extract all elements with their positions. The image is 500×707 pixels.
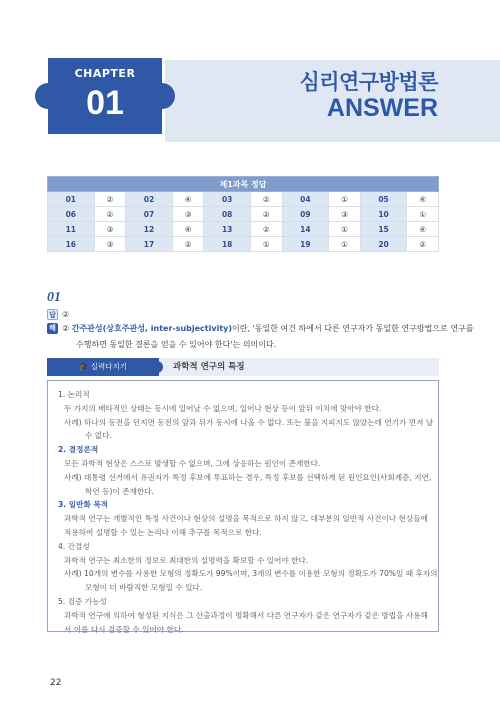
answer-cell: ② bbox=[251, 192, 283, 207]
question-number-cell: 13 bbox=[204, 222, 251, 237]
answer-cell: ① bbox=[407, 207, 439, 222]
explanation-text: 이란, '동일한 여건 하에서 다른 연구자가 동일한 연구방법으로 연구를 bbox=[232, 324, 474, 333]
section-heading: 2. 결정론적 bbox=[58, 445, 99, 455]
chapter-subtitle: ANSWER bbox=[326, 94, 438, 122]
content-line: 사례) 대통령 선거에서 유권자가 특정 후보에 투표하는 경우, 특정 후보를 선택하게 된 원인요인(사회계층, 지연, bbox=[64, 472, 432, 482]
question-number-cell: 14 bbox=[282, 222, 329, 237]
answer-cell: ① bbox=[329, 222, 361, 237]
answer-cell: ③ bbox=[94, 237, 126, 252]
answer-cell: ② bbox=[94, 207, 126, 222]
answer-table-title: 제1과목 정답 bbox=[48, 177, 439, 192]
chapter-label: CHAPTER bbox=[74, 67, 136, 80]
section-heading: 3. 일반화 목적 bbox=[58, 500, 109, 510]
question-number-cell: 12 bbox=[126, 222, 173, 237]
content-line: 사례) 10개의 변수를 사용한 모형의 정확도가 99%이며, 3개의 변수를 이용한 모형의 정확도가 70%일 때 후자의 bbox=[64, 569, 438, 579]
question-number-cell: 15 bbox=[360, 222, 407, 237]
answer-cell: ① bbox=[251, 237, 283, 252]
answer-tag: 답 bbox=[47, 309, 58, 320]
question-number-cell: 19 bbox=[282, 237, 329, 252]
question-number-cell: 07 bbox=[126, 207, 173, 222]
chapter-number: 01 bbox=[86, 84, 124, 122]
question-number-cell: 04 bbox=[282, 192, 329, 207]
answer-cell: ③ bbox=[329, 207, 361, 222]
content-line: 과학적 연구는 개별적인 특정 사건이나 현상의 설명을 목적으로 하지 않고, 대부분의 일반적 사건이나 현상들에 bbox=[64, 514, 428, 524]
content-line: 학연 등)이 존재한다. bbox=[85, 486, 154, 496]
question-number-cell: 10 bbox=[360, 207, 407, 222]
explanation-mark: ② bbox=[62, 324, 70, 333]
tip-box-title: 과학적 연구의 특징 bbox=[173, 362, 245, 372]
explanation-tag: 해 bbox=[47, 323, 58, 334]
content-line: 서 이를 다시 검증할 수 있어야 한다. bbox=[64, 624, 184, 634]
table-row bbox=[48, 222, 439, 237]
answer-cell: ② bbox=[407, 237, 439, 252]
table-row bbox=[48, 207, 439, 222]
question-number-cell: 20 bbox=[360, 237, 407, 252]
answer-cell: ④ bbox=[407, 222, 439, 237]
tip-box-header bbox=[47, 358, 439, 376]
question-number: 01 bbox=[47, 290, 61, 305]
answer-cell: ④ bbox=[407, 192, 439, 207]
content-line: 과학적 연구에 의하여 형성된 지식은 그 산출과정이 명확해서 다른 연구자가 같은 연구자가 같은 방법을 사용해 bbox=[64, 610, 428, 620]
table-row bbox=[48, 237, 439, 252]
answer-cell: ④ bbox=[172, 192, 204, 207]
answer-row bbox=[47, 309, 69, 320]
section-heading: 1. 논리적 bbox=[58, 390, 90, 399]
page-number: 22 bbox=[50, 678, 62, 688]
tip-box-content bbox=[47, 380, 439, 632]
explanation-text-line2: 수행하면 동일한 결론을 얻을 수 있어야 한다'는 의미이다. bbox=[76, 340, 277, 349]
answer-cell: ① bbox=[329, 237, 361, 252]
question-number-cell: 11 bbox=[48, 222, 95, 237]
explanation-row bbox=[47, 323, 474, 334]
answer-cell: ① bbox=[329, 192, 361, 207]
answer-cell: ② bbox=[251, 207, 283, 222]
explanation-term: 간주관성(상호주관성, inter-subjectivity) bbox=[71, 324, 233, 333]
content-line: 과학적 연구는 최소한의 정보로 최대한의 설명력을 확보할 수 있어야 한다. bbox=[64, 555, 309, 565]
content-line: 모든 과학적 현상은 스스로 발생할 수 없으며, 그에 상응하는 원인이 존재한다. bbox=[64, 459, 321, 468]
chapter-badge bbox=[48, 58, 162, 134]
question-number-cell: 09 bbox=[282, 207, 329, 222]
question-number-cell: 03 bbox=[204, 192, 251, 207]
question-number-cell: 16 bbox=[48, 237, 95, 252]
answer-cell: ② bbox=[251, 222, 283, 237]
content-line: 사례) 하나의 동전을 던지면 동전의 앞과 뒤가 동시에 나올 수 없다. 또는 불을 지피지도 않았는데 연기가 먼저 날 bbox=[64, 417, 434, 427]
content-line: 두 가지의 배타적인 상태는 동시에 일어날 수 없으며, 일어나 현상 등이 앞뒤 이치에 맞아야 한다. bbox=[64, 403, 382, 413]
content-line: 모형이 더 바람직한 모형일 수 있다. bbox=[85, 583, 203, 593]
tip-badge bbox=[47, 358, 159, 376]
answer-cell: ③ bbox=[172, 207, 204, 222]
question-number-cell: 18 bbox=[204, 237, 251, 252]
question-number-cell: 05 bbox=[360, 192, 407, 207]
content-line: 적용하여 설명할 수 있는 논리나 이해 추구를 목적으로 한다. bbox=[64, 528, 262, 537]
question-number-cell: 02 bbox=[126, 192, 173, 207]
question-number-cell: 06 bbox=[48, 207, 95, 222]
chapter-title: 심리연구방법론 bbox=[299, 70, 438, 94]
answer-value: ② bbox=[62, 310, 70, 319]
answer-cell: ② bbox=[94, 192, 126, 207]
question-number-cell: 01 bbox=[48, 192, 95, 207]
answer-table bbox=[47, 176, 439, 252]
graduation-cap-icon: 🎓 bbox=[79, 362, 89, 371]
question-number-cell: 08 bbox=[204, 207, 251, 222]
content-line: 수 없다. bbox=[85, 431, 112, 441]
section-heading: 4. 간결성 bbox=[58, 541, 90, 551]
chapter-header bbox=[0, 0, 500, 150]
answer-cell: ④ bbox=[172, 222, 204, 237]
question-number-cell: 17 bbox=[126, 237, 173, 252]
section-heading: 5. 검증 가능성 bbox=[58, 597, 107, 606]
tip-badge-label: 실력다지기 bbox=[90, 362, 127, 371]
answer-cell: ③ bbox=[94, 222, 126, 237]
answer-cell: ② bbox=[172, 237, 204, 252]
table-row bbox=[48, 192, 439, 207]
